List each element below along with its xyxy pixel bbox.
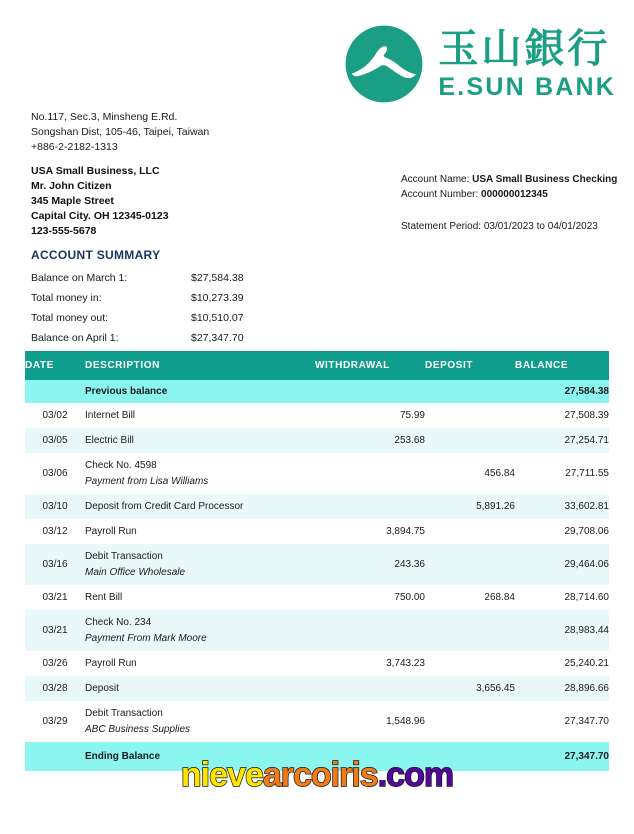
previous-balance-deposit: [425, 380, 515, 403]
summary-row: [31, 292, 244, 312]
row-withdrawal: [315, 610, 425, 651]
row-description-main: Deposit: [85, 683, 119, 694]
customer-company: USA Small Business, LLC: [31, 165, 160, 177]
table-row: [25, 651, 609, 676]
logo-wordmark: [438, 28, 616, 100]
table-row: [25, 676, 609, 701]
logo-chinese-name: 玉山銀行: [438, 26, 611, 72]
table-row: [25, 428, 609, 453]
row-balance: 25,240.21: [515, 651, 609, 676]
row-date: 03/05: [25, 428, 85, 453]
row-balance: 28,896.66: [515, 676, 609, 701]
summary-label: Balance on April 1:: [31, 332, 119, 344]
row-description: [85, 651, 315, 676]
row-deposit: [425, 519, 515, 544]
row-balance: 27,254.71: [515, 428, 609, 453]
column-header-date: DATE: [25, 351, 85, 380]
row-withdrawal: 75.99: [315, 403, 425, 428]
table-row: [25, 585, 609, 610]
row-date: 03/28: [25, 676, 85, 701]
row-date: 03/16: [25, 544, 85, 585]
row-description: [85, 494, 315, 519]
account-number-value: 000000012345: [481, 189, 548, 200]
row-description-sub: ABC Business Supplies: [85, 724, 191, 735]
column-header-description: DESCRIPTION: [85, 351, 315, 380]
ending-balance-amount: 27,347.70: [515, 742, 609, 771]
row-date: 03/10: [25, 494, 85, 519]
table-row: [25, 494, 609, 519]
watermark-part-3: .com: [377, 756, 454, 794]
transactions-table-header: [25, 351, 609, 380]
row-description: [85, 585, 315, 610]
row-description: [85, 676, 315, 701]
row-description-main: Check No. 4598: [85, 460, 157, 471]
row-withdrawal: 750.00: [315, 585, 425, 610]
summary-row: [31, 332, 244, 352]
row-description-main: Check No. 234: [85, 617, 152, 628]
bank-address-line-1: No.117, Sec.3, Minsheng E.Rd.: [31, 111, 178, 123]
account-number-row: [401, 187, 617, 202]
bank-logo: [344, 24, 616, 104]
customer-name: Mr. John Citizen: [31, 180, 112, 192]
row-deposit: [425, 701, 515, 742]
bank-phone: +886-2-2182-1313: [31, 141, 118, 153]
mountain-circle-icon: [344, 24, 424, 104]
row-withdrawal: [315, 676, 425, 701]
row-deposit: [425, 428, 515, 453]
row-deposit: [425, 403, 515, 428]
row-deposit: 268.84: [425, 585, 515, 610]
summary-value: $10,510.07: [191, 312, 244, 324]
row-balance: 28,714.60: [515, 585, 609, 610]
row-description-main: Debit Transaction: [85, 551, 163, 562]
table-row: [25, 453, 609, 494]
row-date: 03/06: [25, 453, 85, 494]
logo-english-name: E.SUN BANK: [438, 73, 616, 101]
bank-address-line-2: Songshan Dist, 105-46, Taipei, Taiwan: [31, 126, 210, 138]
row-description-main: Rent Bill: [85, 592, 123, 603]
summary-row: [31, 312, 244, 332]
summary-label: Balance on March 1:: [31, 272, 128, 284]
row-description: [85, 610, 315, 651]
account-summary-title: ACCOUNT SUMMARY: [31, 248, 161, 262]
row-description-sub: Payment from Lisa Williams: [85, 476, 209, 487]
row-description-sub: Payment From Mark Moore: [85, 633, 207, 644]
column-header-deposit: DEPOSIT: [425, 351, 515, 380]
account-name-value: USA Small Business Checking: [472, 174, 618, 185]
row-balance: 29,464.06: [515, 544, 609, 585]
row-deposit: 5,891.26: [425, 494, 515, 519]
account-name-row: [401, 172, 617, 187]
row-description: [85, 453, 315, 494]
column-header-balance: BALANCE: [515, 351, 609, 380]
row-date: 03/12: [25, 519, 85, 544]
previous-balance-withdrawal: [315, 380, 425, 403]
row-withdrawal: 1,548.96: [315, 701, 425, 742]
previous-balance-label: Previous balance: [85, 380, 315, 403]
previous-balance-amount: 27,584.38: [515, 380, 609, 403]
table-row: [25, 403, 609, 428]
transactions-table-body: [25, 380, 609, 771]
table-row: [25, 544, 609, 585]
summary-value: $27,347.70: [191, 332, 244, 344]
transactions-table: [25, 351, 609, 771]
row-deposit: 3,656.45: [425, 676, 515, 701]
summary-label: Total money in:: [31, 292, 102, 304]
row-description-main: Debit Transaction: [85, 708, 163, 719]
row-withdrawal: 243.36: [315, 544, 425, 585]
row-description-main: Electric Bill: [85, 435, 134, 446]
account-summary-table: [31, 272, 244, 352]
row-description-sub: Main Office Wholesale: [85, 567, 186, 578]
column-header-withdrawal: WITHDRAWAL: [315, 351, 425, 380]
row-deposit: [425, 610, 515, 651]
row-date: 03/02: [25, 403, 85, 428]
row-balance: 28,983.44: [515, 610, 609, 651]
row-deposit: 456.84: [425, 453, 515, 494]
row-date: 03/21: [25, 585, 85, 610]
row-description-main: Deposit from Credit Card Processor: [85, 501, 244, 512]
row-balance: 29,708.06: [515, 519, 609, 544]
row-date: 03/26: [25, 651, 85, 676]
table-row: [25, 701, 609, 742]
row-description-main: Internet Bill: [85, 410, 136, 421]
row-description: [85, 428, 315, 453]
row-date: 03/21: [25, 610, 85, 651]
account-number-label: Account Number:: [401, 189, 479, 200]
row-description: [85, 519, 315, 544]
customer-phone: 123-555-5678: [31, 225, 97, 237]
row-balance: 27,347.70: [515, 701, 609, 742]
summary-value: $10,273.39: [191, 292, 244, 304]
summary-label: Total money out:: [31, 312, 109, 324]
account-details: [401, 172, 617, 234]
row-withdrawal: [315, 494, 425, 519]
summary-value: $27,584.38: [191, 272, 244, 284]
row-description: [85, 403, 315, 428]
watermark: [0, 756, 634, 795]
row-withdrawal: 253.68: [315, 428, 425, 453]
row-withdrawal: [315, 453, 425, 494]
statement-period: Statement Period: 03/01/2023 to 04/01/2023: [401, 221, 598, 232]
table-row: [25, 610, 609, 651]
row-balance: 27,508.39: [515, 403, 609, 428]
row-description-main: Payroll Run: [85, 526, 137, 537]
previous-balance-date: [25, 380, 85, 403]
row-deposit: [425, 651, 515, 676]
previous-balance-row: [25, 380, 609, 403]
row-description: [85, 701, 315, 742]
watermark-part-2: arcoiris: [262, 756, 378, 794]
row-withdrawal: 3,743.23: [315, 651, 425, 676]
row-withdrawal: 3,894.75: [315, 519, 425, 544]
row-date: 03/29: [25, 701, 85, 742]
account-name-label: Account Name:: [401, 174, 470, 185]
row-deposit: [425, 544, 515, 585]
watermark-part-1: nieve: [180, 756, 263, 794]
customer-city-state-zip: Capital City. OH 12345-0123: [31, 210, 169, 222]
ending-balance-label: Ending Balance: [85, 742, 315, 771]
transactions-section: [25, 351, 609, 771]
table-header-row: [25, 351, 609, 380]
summary-row: [31, 272, 244, 292]
row-balance: 27,711.55: [515, 453, 609, 494]
table-row: [25, 519, 609, 544]
customer-street: 345 Maple Street: [31, 195, 114, 207]
customer-address: [31, 164, 169, 239]
bank-address: [31, 110, 209, 155]
row-balance: 33,602.81: [515, 494, 609, 519]
row-description-main: Payroll Run: [85, 658, 137, 669]
row-description: [85, 544, 315, 585]
